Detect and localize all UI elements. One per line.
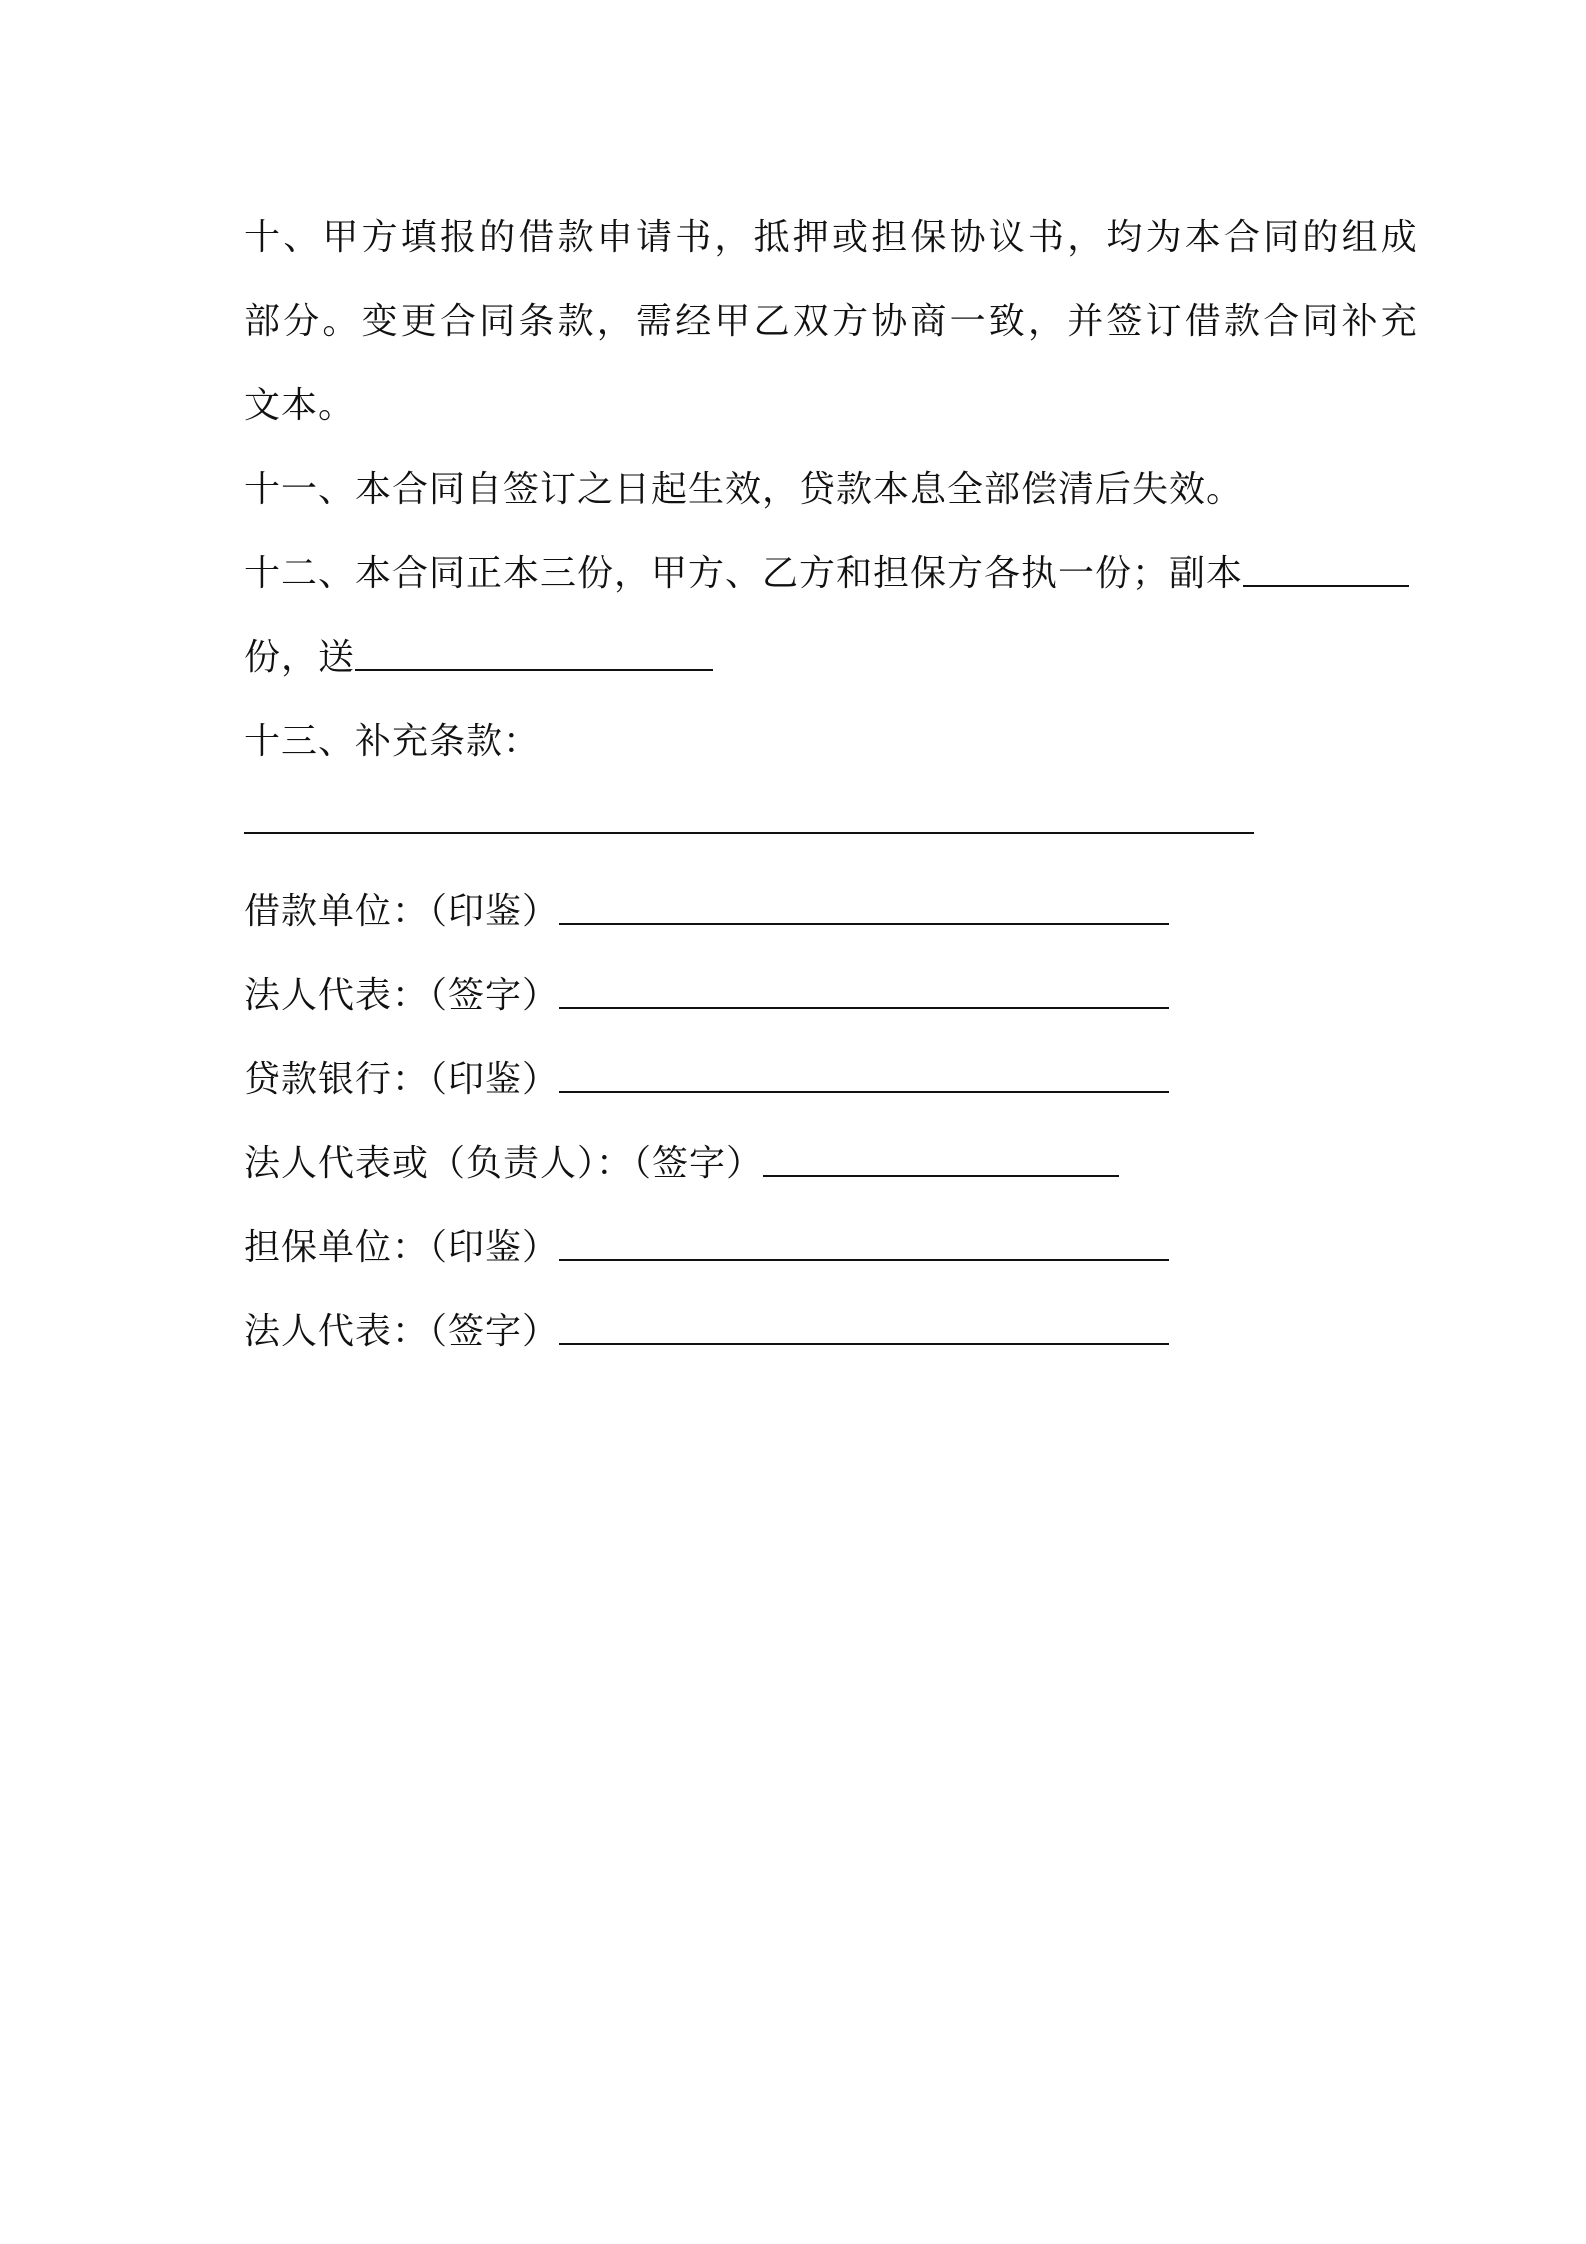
clause-11: 十一、本合同自签订之日起生效，贷款本息全部偿清后失效。 [244, 469, 1244, 510]
signature-label: 借款单位：（印鉴） [244, 891, 560, 932]
signature-blank[interactable] [763, 1139, 1119, 1177]
signature-row-guarantor-rep [244, 1290, 1364, 1374]
clause-10-line-3: 文本。 [244, 385, 356, 426]
signature-row-guarantor [244, 1206, 1364, 1290]
signature-label: 法人代表：（签字） [244, 1311, 560, 1352]
signature-label: 法人代表或（负责人）：（签字） [244, 1143, 764, 1184]
clause-13: 十三、补充条款： [244, 721, 541, 762]
signature-blank[interactable] [559, 1223, 1169, 1261]
signature-row-borrower-rep [244, 954, 1364, 1038]
signature-label: 担保单位：（印鉴） [244, 1227, 560, 1268]
signature-blank[interactable] [559, 887, 1169, 925]
signature-blank[interactable] [559, 971, 1169, 1009]
copies-count-blank[interactable] [1243, 549, 1409, 587]
clause-10-line-1: 十、甲方填报的借款申请书，抵押或担保协议书，均为本合同的组成 [244, 217, 1421, 258]
copies-recipient-blank[interactable] [355, 633, 713, 671]
signature-blank[interactable] [559, 1055, 1169, 1093]
signature-label: 贷款银行：（印鉴） [244, 1059, 560, 1100]
clause-12-line-1 [244, 532, 1364, 616]
supplementary-terms-blank[interactable] [244, 804, 1254, 834]
clause-12-text: 十二、本合同正本三份，甲方、乙方和担保方各执一份；副本 [244, 553, 1244, 594]
signature-label: 法人代表：（签字） [244, 975, 560, 1016]
signature-blank[interactable] [559, 1307, 1169, 1345]
clause-12-line-2 [244, 616, 1364, 700]
clause-10-line-2: 部分。变更合同条款，需经甲乙双方协商一致，并签订借款合同补充 [244, 301, 1421, 342]
signature-row-lender-rep [244, 1122, 1364, 1206]
clause-12-text-cont: 份，送 [244, 637, 356, 678]
signature-row-borrower [244, 870, 1364, 954]
contract-page [244, 196, 1421, 1374]
signature-row-lender [244, 1038, 1364, 1122]
